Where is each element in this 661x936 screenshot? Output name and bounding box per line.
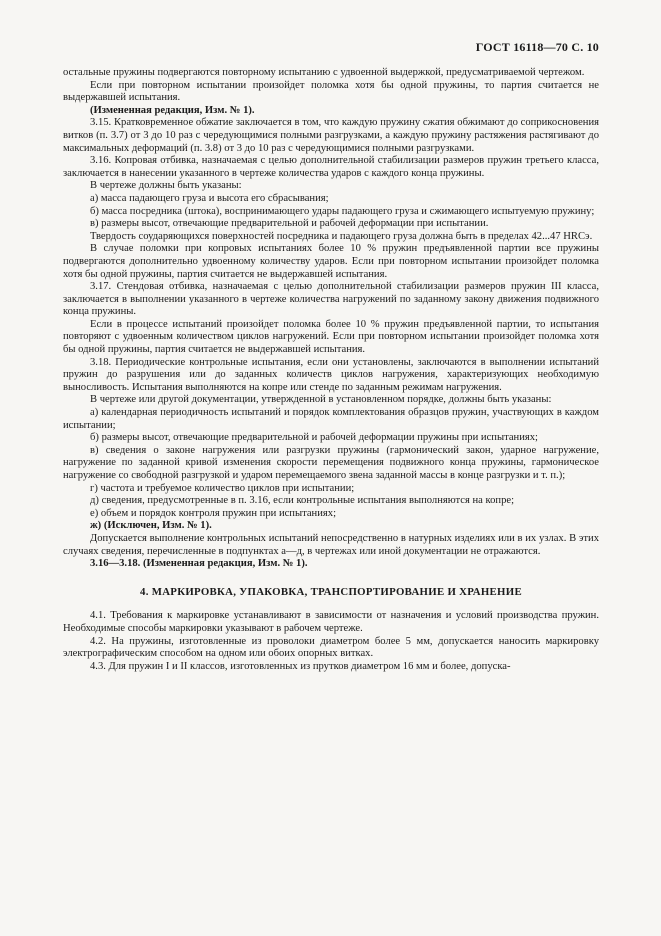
paragraph: Если в процессе испытаний произойдет поломка более 10 % пружин предъявленной партии, то испытания повторяют с удвоенным количеством циклов нагружений. Если при повторном испытании произойдет поломка хотя бы одной пружины, партия считается не выдержавшей испытания. <box>63 318 599 356</box>
paragraph: а) календарная периодичность испытаний и порядок комплектования образцов пружин, участвующих в каждом испытании; <box>63 407 599 431</box>
paragraph: ж) (Исключен, Изм. № 1). <box>90 520 212 532</box>
section-title: 4. МАРКИРОВКА, УПАКОВКА, ТРАНСПОРТИРОВАНИЕ И ХРАНЕНИЕ <box>140 585 522 598</box>
section-paragraphs-block <box>63 610 599 673</box>
paragraph: б) масса посредника (штока), воспринимающего удары падающего груза и сжимающего испытуемую пружину; <box>90 205 595 217</box>
paragraph: Если при повторном испытании произойдет поломка хотя бы одной пружины, то партия считается не выдержавшей испытания. <box>63 79 599 104</box>
paragraph: 3.18. Периодические контрольные испытания, если они установлены, заключаются в выполнении испытаний пружин до разрушения или до заданных количеств циклов нагружения, характеризующих необходимую выносливость. Испытания выполняются на копре или стенде по заданным режимам нагружения. <box>63 356 599 393</box>
paragraph: 4.2. На пружины, изготовленные из проволоки диаметром более 5 мм, допускается наносить маркировку электрографическим способом на одном или обоих опорных витках. <box>63 635 599 660</box>
paragraph: 3.16. Копровая отбивка, назначаемая с целью дополнительной стабилизации размеров пружин третьего класса, заключается в нанесении указанного в чертеже количества ударов с каждого конца пружины. <box>63 155 599 179</box>
paragraph: 3.17. Стендовая отбивка, назначаемая с целью дополнительной стабилизации размеров пружин III класса, заключается в выполнении указанного в чертеже количества нагружений по заданному закону движения подвижного конца пружины. <box>63 281 599 318</box>
paragraph: д) сведения, предусмотренные в п. 3.16, если контрольные испытания выполняются на копре; <box>90 495 515 507</box>
paragraph: 3.15. Кратковременное обжатие заключается в том, что каждую пружину сжатия обжимают до соприкосновения витков (п. 3.7) от 3 до 10 раз с чередующимися полными разгрузками, а каждую пружину растяжения растягивают до максимальных деформаций (п. 3.8) от 3 до 10 раз с чередующимися полными разгрузками. <box>63 117 599 154</box>
document-body <box>63 67 599 673</box>
paragraph: б) размеры высот, отвечающие предварительной и рабочей деформации пружины при испытаниях; <box>90 432 538 444</box>
paragraph: остальные пружины подвергаются повторному испытанию с удвоенной выдержкой, предусматриваемой чертежом. <box>63 67 585 78</box>
paragraph: г) частота и требуемое количество циклов при испытании; <box>90 482 355 494</box>
paragraph: 4.3. Для пружин I и II классов, изготовленных из прутков диаметром 16 мм и более, допуска- <box>90 660 511 672</box>
paragraph: (Измененная редакция, Изм. № 1). <box>90 104 255 116</box>
paragraph: В чертеже должны быть указаны: <box>90 180 242 192</box>
paragraph: в) размеры высот, отвечающие предварительной и рабочей деформации при испытании. <box>90 218 489 230</box>
page-header: ГОСТ 16118—70 С. 10 <box>475 40 599 54</box>
paragraphs-block <box>63 67 599 571</box>
paragraph: е) объем и порядок контроля пружин при испытаниях; <box>90 507 337 519</box>
paragraph: Твердость соударяющихся поверхностей посредника и падающего груза должна быть в пределах 42...47 HRCэ. <box>90 230 593 242</box>
paragraph: Допускается выполнение контрольных испытаний непосредственно в натурных изделиях или в их узлах. В этих случаях сведения, перечисленные в подпунктах а—д, в чертежах или иной документации не отражаются. <box>63 532 599 557</box>
paragraph: а) масса падающего груза и высота его сбрасывания; <box>90 192 329 204</box>
paragraph: В чертеже или другой документации, утвержденной в установленном порядке, должны быть указаны: <box>90 394 552 406</box>
paragraph: 4.1. Требования к маркировке устанавливают в зависимости от назначения и условий производства пружин. Необходимые способы маркировки указывают в рабочем чертеже. <box>63 610 599 634</box>
paragraph: 3.16—3.18. (Измененная редакция, Изм. № 1). <box>90 558 308 570</box>
paragraph: в) сведения о законе нагружения или разгрузки пружины (гармонический закон, ударное нагружение, нагружение по заданной кривой изменения скорости перемещения подвижного конца пружины, гармоническое нагружение со свободной разгрузкой и ударом перемещаемого звена заданной массы в конце разгрузки и т. п.); <box>63 444 599 481</box>
paragraph: В случае поломки при копровых испытаниях более 10 % пружин предъявленной партии все пружины подвергаются дополнительно удвоенному количеству ударов. Если при повторном испытании произойдет поломка хотя бы одной пружины, партия считается не выдержавшей испытания. <box>63 243 599 280</box>
